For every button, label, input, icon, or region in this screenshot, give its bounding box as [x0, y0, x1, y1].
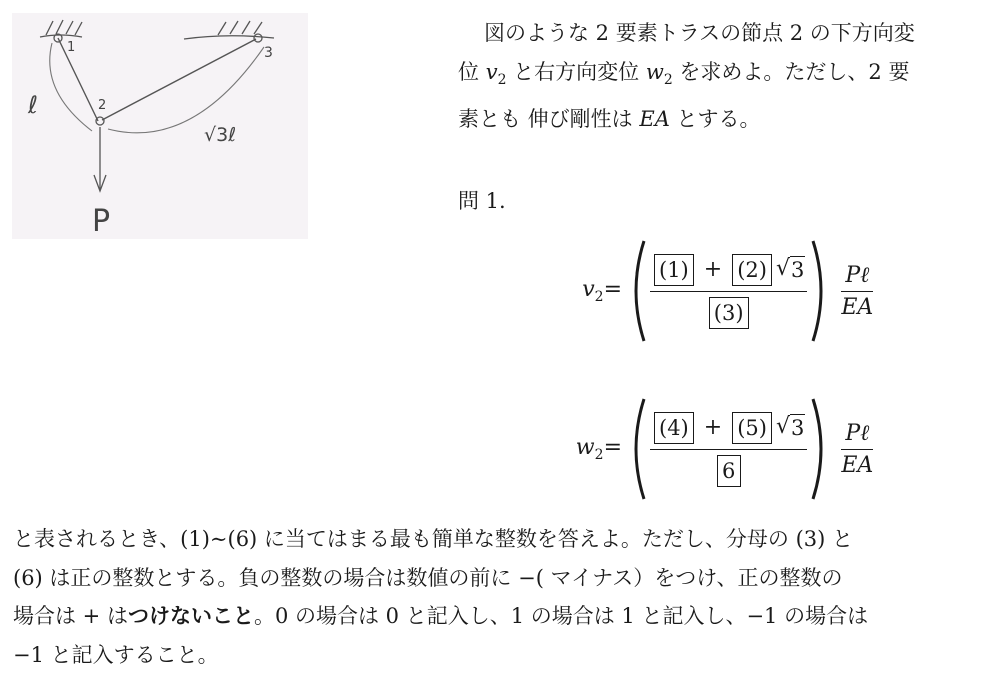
instruction-line-2: (6) は正の整数とする。負の整数の場合は数値の前に −( マイナス）をつけ、正の整数の	[13, 565, 843, 590]
node-label-3: 3	[264, 45, 273, 61]
node-2	[96, 117, 104, 125]
member-label-right: √3ℓ	[204, 124, 237, 146]
intro-line-2	[458, 53, 998, 100]
instruction-line-3	[13, 597, 998, 636]
member-2	[102, 39, 256, 120]
intro-line-3	[458, 100, 998, 139]
var-v-sub: 2	[497, 72, 507, 88]
numerator	[650, 412, 807, 449]
intro-text: 位	[458, 60, 486, 84]
member-1	[58, 38, 98, 121]
intro-text: と右方向変位	[506, 60, 646, 84]
load-label: P	[92, 204, 111, 239]
lhs-sub: 2	[594, 447, 604, 463]
var-v-letter: v	[485, 60, 498, 84]
load-ratio	[841, 420, 873, 478]
fraction	[650, 412, 807, 487]
plus-sign: +	[703, 415, 723, 440]
problem-statement	[458, 14, 998, 139]
answer-box-1: (1)	[654, 254, 694, 286]
denominator	[715, 450, 743, 487]
equation-v2	[540, 236, 920, 346]
intro-text: 素とも 伸び剛性は	[458, 107, 640, 131]
node-3	[254, 34, 262, 42]
instruction-text: 。0 の場合は 0 と記入し、1 の場合は 1 と記入し、−1 の場合は	[253, 604, 869, 628]
radical-sign: √	[775, 414, 790, 439]
radical-sign: √	[775, 256, 790, 281]
answer-box-2: (2)	[732, 254, 772, 286]
eq-lhs	[540, 435, 626, 463]
dim-arc-left	[50, 43, 92, 131]
answer-box-6: 6	[717, 455, 741, 487]
equation-w2	[540, 394, 920, 504]
ratio-numerator: Pℓ	[845, 263, 870, 288]
intro-text: とする。	[669, 107, 761, 131]
instruction-text: 場合は + は	[13, 604, 128, 628]
truss-sketch	[12, 13, 308, 239]
load-ratio	[841, 262, 873, 320]
equals-sign: =	[603, 277, 622, 302]
node-label-1: 1	[67, 40, 76, 55]
dim-arc-right	[108, 47, 264, 133]
left-paren	[626, 397, 648, 501]
truss-diagram	[12, 13, 308, 239]
fraction	[650, 254, 807, 329]
sqrt	[776, 256, 805, 283]
answer-box-3: (3)	[709, 297, 749, 329]
node-label-2: 2	[98, 98, 107, 113]
member-label-left: ℓ	[28, 91, 38, 119]
instruction-line-4: −1 と記入すること。	[13, 642, 219, 667]
plus-sign: +	[703, 257, 723, 282]
lhs-var: w	[575, 435, 595, 460]
equals-sign: =	[603, 435, 622, 460]
var-v	[485, 60, 507, 88]
instructions	[13, 520, 998, 674]
lhs-sub: 2	[594, 289, 604, 305]
answer-box-4: (4)	[654, 412, 694, 444]
question-label: 問 1.	[458, 189, 506, 213]
left-paren	[626, 239, 648, 343]
right-paren	[809, 397, 831, 501]
intro-text: を求めよ。ただし、2 要	[672, 60, 910, 84]
lhs-var: v	[582, 277, 595, 302]
var-ea: EA	[639, 107, 670, 131]
numerator	[650, 254, 807, 291]
var-w-letter: w	[645, 60, 664, 84]
emphasis-text: つけないこと	[127, 604, 254, 628]
intro-line-1: 図のような 2 要素トラスの節点 2 の下方向変	[484, 21, 915, 45]
sqrt	[776, 414, 805, 441]
denominator	[707, 292, 751, 329]
answer-box-5: (5)	[732, 412, 772, 444]
eq-lhs	[540, 277, 626, 305]
ratio-denominator: EA	[841, 453, 874, 478]
ratio-numerator: Pℓ	[845, 421, 870, 446]
var-w-sub: 2	[663, 72, 673, 88]
radicand: 3	[790, 416, 805, 440]
right-support	[184, 21, 274, 39]
var-w	[645, 60, 673, 88]
radicand: 3	[790, 258, 805, 282]
right-paren	[809, 239, 831, 343]
instruction-line-1: と表されるとき、(1)∼(6) に当てはまる最も簡単な整数を答えよ。ただし、分母の (3) と	[13, 527, 854, 551]
ratio-denominator: EA	[841, 295, 874, 320]
